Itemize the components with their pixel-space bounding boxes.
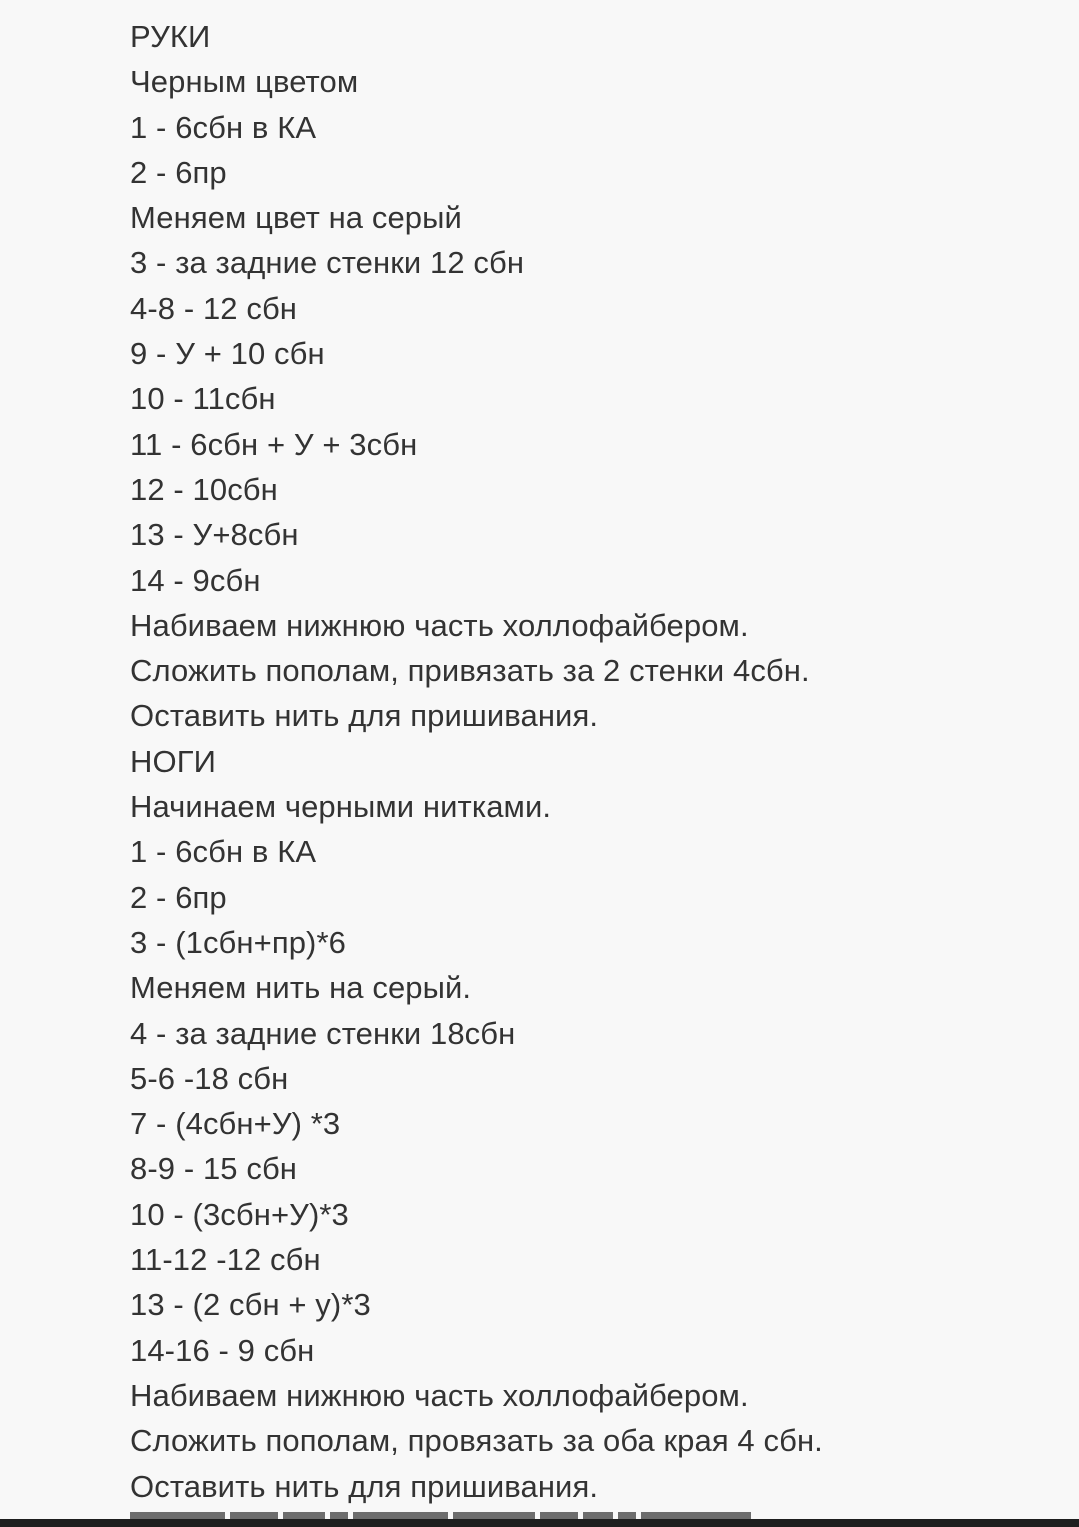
instruction-line: 2 - 6пр — [130, 879, 227, 915]
instruction-line: Сложить пополам, провязать за оба края 4 сбн. — [130, 1423, 823, 1459]
instruction-line: 13 - У+8сбн — [130, 517, 299, 553]
instruction-line: Черным цветом — [130, 64, 359, 100]
instruction-text — [130, 14, 1050, 1509]
instruction-line: Меняем цвет на серый — [130, 200, 462, 236]
instruction-line: Сложить пополам, привязать за 2 стенки 4сбн. — [130, 653, 810, 689]
instruction-line: 11 - 6сбн + У + 3сбн — [130, 426, 418, 462]
instruction-line: 10 - (3сбн+У)*3 — [130, 1196, 349, 1232]
instruction-line: 1 - 6сбн в КА — [130, 109, 317, 145]
instruction-line: 1 - 6сбн в КА — [130, 834, 317, 870]
instruction-line: 3 - за задние стенки 12 сбн — [130, 245, 525, 281]
instruction-line: Набиваем нижнюю часть холлофайбером. — [130, 607, 749, 643]
instruction-line: Набиваем нижнюю часть холлофайбером. — [130, 1377, 749, 1413]
instruction-line: 14-16 - 9 сбн — [130, 1332, 315, 1368]
instruction-line: 14 - 9сбн — [130, 562, 261, 598]
instruction-line: 9 - У + 10 сбн — [130, 336, 325, 372]
instruction-line: Меняем нить на серый. — [130, 970, 472, 1006]
instruction-line: 10 - 11сбн — [130, 381, 276, 417]
instruction-line: 7 - (4сбн+У) *3 — [130, 1106, 341, 1142]
instruction-line: 11-12 -12 сбн — [130, 1242, 321, 1278]
instruction-line: 8-9 - 15 сбн — [130, 1151, 298, 1187]
instruction-line: 3 - (1сбн+пр)*6 — [130, 924, 346, 960]
instruction-line: 2 - 6пр — [130, 154, 227, 190]
instruction-line: 12 - 10сбн — [130, 471, 278, 507]
instruction-line: Начинаем черными нитками. — [130, 789, 552, 825]
instruction-line: Оставить нить для пришивания. — [130, 698, 599, 734]
instruction-line: 4 - за задние стенки 18сбн — [130, 1015, 516, 1051]
bottom-edge-bar — [0, 1519, 1079, 1527]
instruction-line: 5-6 -18 сбн — [130, 1060, 289, 1096]
section-title-arms: РУКИ — [130, 19, 211, 54]
instruction-line: 13 - (2 сбн + у)*3 — [130, 1287, 371, 1323]
instruction-line: 4-8 - 12 сбн — [130, 290, 298, 326]
section-title-legs: НОГИ — [130, 743, 216, 779]
instruction-line: Оставить нить для пришивания. — [130, 1468, 599, 1504]
